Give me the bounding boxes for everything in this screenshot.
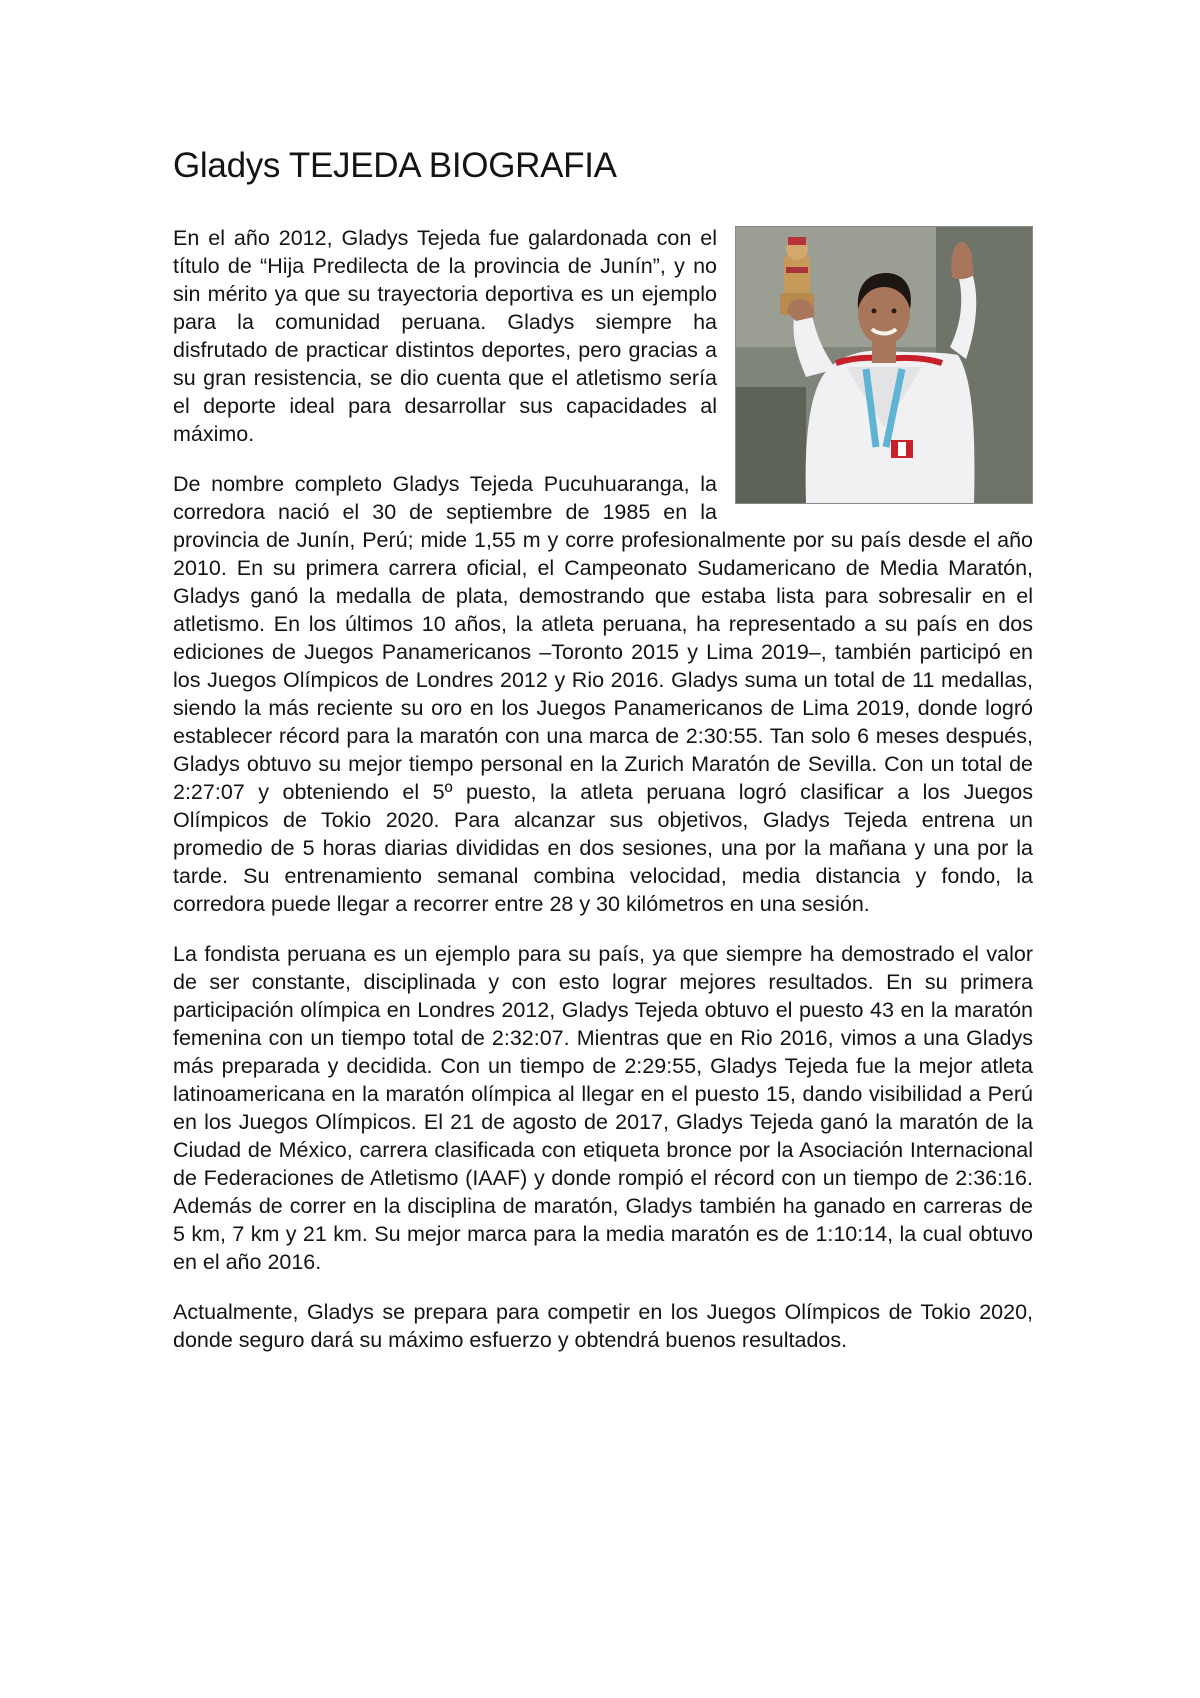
athlete-photo xyxy=(735,226,1033,504)
paragraph-2: De nombre completo Gladys Tejeda Pucuhuaranga, la corredora nació el 30 de septiembre de 1985 en la provincia de Junín, Perú; mide 1,55 m y corre profesionalmente por su país desde el año 2010. En su primera carrera oficial, el Campeonato Sudamericano de Media Maratón, Gladys ganó la medalla de plata, demostrando que estaba lista para sobresalir en el atletismo. En los últimos 10 años, la atleta peruana, ha representado a su país en dos ediciones de Juegos Panamericanos –Toronto 2015 y Lima 2019–, también participó en los Juegos Olímpicos de Londres 2012 y Rio 2016. Gladys suma un total de 11 medallas, siendo la más reciente su oro en los Juegos Panamericanos de Lima 2019, donde logró establecer récord para la maratón con una marca de 2:30:55. Tan solo 6 meses después, Gladys obtuvo su mejor tiempo personal en la Zurich Maratón de Sevilla. Con un total de 2:27:07 y obteniendo el 5º puesto, la atleta peruana logró clasificar a los Juegos Olímpicos de Tokio 2020. Para alcanzar sus objetivos, Gladys Tejeda entrena un promedio de 5 horas diarias divididas en dos sesiones, una por la mañana y una por la tarde. Su entrenamiento semanal combina velocidad, media distancia y fondo, la corredora puede llegar a recorrer entre 28 y 30 kilómetros en una sesión. xyxy=(173,472,1033,916)
paragraph-1: En el año 2012, Gladys Tejeda fue galardonada con el título de “Hija Predilecta de la provincia de Junín”, y no sin mérito ya que su trayectoria deportiva es un ejemplo para la comunidad peruana. Gladys siempre ha disfrutado de practicar distintos deportes, pero gracias a su gran resistencia, se dio cuenta que el atletismo sería el deporte ideal para desarrollar sus capacidades al máximo. xyxy=(173,226,717,446)
document-title: Gladys TEJEDA BIOGRAFIA xyxy=(173,146,617,185)
paragraph-3: La fondista peruana es un ejemplo para su país, ya que siempre ha demostrado el valor de ser constante, disciplinada y con esto lograr mejores resultados. En su primera participación olímpica en Londres 2012, Gladys Tejeda obtuvo el puesto 43 en la maratón femenina con un tiempo total de 2:32:07. Mientras que en Rio 2016, vimos a una Gladys más preparada y decidida. Con un tiempo de 2:29:55, Gladys Tejeda fue la mejor atleta latinoamericana en la maratón olímpica al llegar en el puesto 15, dando visibilidad a Perú en los Juegos Olímpicos. El 21 de agosto de 2017, Gladys Tejeda ganó la maratón de la Ciudad de México, carrera clasificada con etiqueta bronce por la Asociación Internacional de Federaciones de Atletismo (IAAF) y donde rompió el récord con un tiempo de 2:36:16. Además de correr en la disciplina de maratón, Gladys también ha ganado en carreras de 5 km, 7 km y 21 km. Su mejor marca para la media maratón es de 1:10:14, la cual obtuvo en el año 2016. xyxy=(173,942,1033,1274)
paragraph-4: Actualmente, Gladys se prepara para competir en los Juegos Olímpicos de Tokio 2020, donde seguro dará su máximo esfuerzo y obtendrá buenos resultados. xyxy=(173,1300,1033,1352)
document-body xyxy=(173,142,1033,1376)
